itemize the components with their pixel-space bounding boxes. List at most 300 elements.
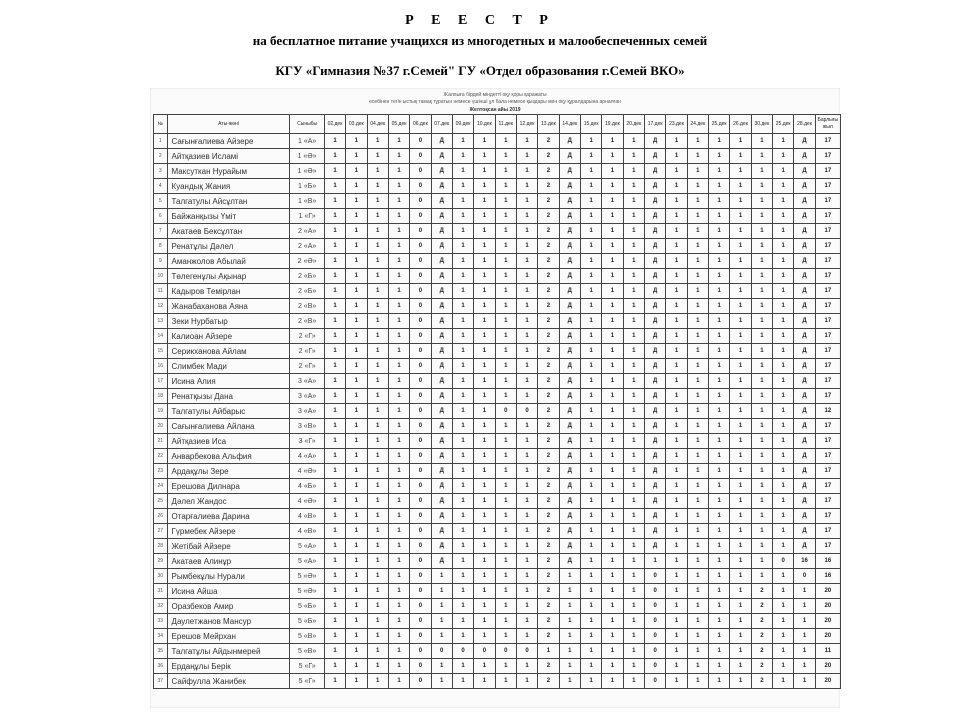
attendance-cell: Д	[431, 464, 452, 479]
student-class: 1 «Г»	[290, 209, 324, 224]
header-date: 28.дек	[794, 115, 815, 134]
attendance-cell: 1	[516, 509, 537, 524]
row-number: 2	[154, 149, 168, 164]
attendance-cell: 1	[751, 149, 772, 164]
attendance-cell: Д	[794, 194, 815, 209]
attendance-cell: 1	[623, 494, 644, 509]
attendance-cell: 1	[602, 659, 623, 674]
attendance-cell: 1	[324, 644, 345, 659]
student-class: 5 «А»	[290, 554, 324, 569]
attendance-cell: Д	[794, 494, 815, 509]
row-total: 17	[815, 374, 840, 389]
attendance-cell: 2	[538, 134, 559, 149]
attendance-cell: 1	[773, 614, 794, 629]
attendance-cell: 0	[644, 644, 665, 659]
student-name: Серикханова Айлам	[167, 344, 290, 359]
attendance-cell: 1	[602, 239, 623, 254]
attendance-cell: 1	[452, 449, 473, 464]
row-total: 17	[815, 509, 840, 524]
attendance-cell: 1	[687, 584, 708, 599]
attendance-cell: 1	[709, 344, 730, 359]
attendance-cell: 1	[367, 509, 388, 524]
attendance-cell: 1	[687, 629, 708, 644]
attendance-cell: 1	[580, 344, 601, 359]
attendance-cell: 1	[666, 209, 687, 224]
attendance-cell: 0	[410, 314, 431, 329]
attendance-cell: Д	[431, 224, 452, 239]
attendance-cell: 1	[431, 629, 452, 644]
attendance-cell: 1	[666, 434, 687, 449]
attendance-cell: 1	[516, 629, 537, 644]
attendance-cell: 2	[538, 584, 559, 599]
attendance-cell: 1	[346, 299, 367, 314]
attendance-cell: Д	[644, 449, 665, 464]
attendance-cell: 1	[666, 149, 687, 164]
attendance-cell: Д	[431, 449, 452, 464]
attendance-cell: 1	[751, 224, 772, 239]
attendance-cell: 2	[538, 599, 559, 614]
attendance-cell: 1	[730, 614, 751, 629]
attendance-cell: 1	[751, 509, 772, 524]
attendance-cell: Д	[559, 509, 580, 524]
attendance-cell: Д	[559, 224, 580, 239]
attendance-cell: 0	[495, 404, 516, 419]
attendance-cell: 1	[751, 284, 772, 299]
attendance-cell: 1	[388, 554, 409, 569]
attendance-cell: 0	[644, 599, 665, 614]
attendance-cell: 1	[474, 479, 495, 494]
attendance-cell: 1	[388, 524, 409, 539]
attendance-cell: 1	[495, 524, 516, 539]
attendance-cell: 0	[410, 254, 431, 269]
student-name: Ерешова Дилнара	[167, 479, 290, 494]
attendance-cell: 1	[474, 299, 495, 314]
attendance-cell: 0	[410, 404, 431, 419]
attendance-cell: 1	[559, 614, 580, 629]
attendance-cell: Д	[559, 479, 580, 494]
attendance-cell: 1	[773, 194, 794, 209]
attendance-cell: 1	[730, 299, 751, 314]
attendance-cell: 1	[709, 194, 730, 209]
attendance-cell: 0	[410, 524, 431, 539]
attendance-cell: 1	[516, 149, 537, 164]
attendance-cell: 1	[474, 224, 495, 239]
attendance-cell: 1	[730, 254, 751, 269]
attendance-cell: 1	[324, 344, 345, 359]
row-number: 14	[154, 329, 168, 344]
attendance-cell: 1	[602, 359, 623, 374]
attendance-cell: 1	[388, 299, 409, 314]
attendance-cell: Д	[559, 194, 580, 209]
attendance-cell: 1	[324, 434, 345, 449]
row-total: 16	[815, 554, 840, 569]
table-row	[154, 449, 841, 464]
student-class: 1 «Ә»	[290, 164, 324, 179]
row-number: 10	[154, 269, 168, 284]
student-class: 4 «Б»	[290, 479, 324, 494]
attendance-cell: Д	[794, 314, 815, 329]
attendance-cell: 1	[346, 314, 367, 329]
attendance-cell: 1	[602, 179, 623, 194]
attendance-cell: 0	[410, 209, 431, 224]
attendance-cell: 2	[751, 584, 772, 599]
attendance-cell: 1	[452, 659, 473, 674]
attendance-cell: 1	[474, 629, 495, 644]
row-number: 16	[154, 359, 168, 374]
attendance-cell: 1	[388, 164, 409, 179]
attendance-cell: 1	[666, 164, 687, 179]
attendance-cell: 1	[431, 674, 452, 689]
table-row	[154, 284, 841, 299]
attendance-cell: 1	[388, 344, 409, 359]
attendance-cell: 1	[452, 359, 473, 374]
attendance-cell: 1	[709, 539, 730, 554]
attendance-cell: 2	[538, 629, 559, 644]
attendance-cell: 1	[516, 614, 537, 629]
attendance-cell: 1	[666, 224, 687, 239]
attendance-cell: 1	[367, 404, 388, 419]
row-total: 17	[815, 539, 840, 554]
attendance-cell: 0	[410, 149, 431, 164]
student-name: Талгатулы Айбарыс	[167, 404, 290, 419]
row-number: 1	[154, 134, 168, 149]
attendance-cell: Д	[644, 284, 665, 299]
row-number: 18	[154, 389, 168, 404]
row-total: 17	[815, 419, 840, 434]
row-total: 17	[815, 284, 840, 299]
attendance-cell: 1	[388, 644, 409, 659]
attendance-cell: 1	[495, 149, 516, 164]
attendance-cell: 1	[452, 479, 473, 494]
attendance-cell: 1	[346, 629, 367, 644]
attendance-cell: 1	[687, 509, 708, 524]
attendance-cell: 1	[751, 434, 772, 449]
attendance-cell: 1	[474, 614, 495, 629]
attendance-cell: 1	[580, 314, 601, 329]
student-name: Кадыров Темірлан	[167, 284, 290, 299]
attendance-cell: 1	[666, 194, 687, 209]
attendance-cell: 1	[474, 149, 495, 164]
attendance-cell: Д	[794, 449, 815, 464]
row-number: 25	[154, 494, 168, 509]
attendance-cell: 1	[751, 449, 772, 464]
attendance-cell: 1	[388, 674, 409, 689]
attendance-cell: 1	[580, 209, 601, 224]
attendance-cell: Д	[431, 299, 452, 314]
student-class: 5 «Ә»	[290, 584, 324, 599]
attendance-cell: 0	[410, 239, 431, 254]
attendance-cell: 1	[367, 629, 388, 644]
student-name: Ренатқызы Дана	[167, 389, 290, 404]
table-row	[154, 224, 841, 239]
attendance-cell: 1	[474, 134, 495, 149]
row-total: 11	[815, 644, 840, 659]
attendance-cell: Д	[431, 179, 452, 194]
attendance-cell: 1	[452, 239, 473, 254]
table-row	[154, 269, 841, 284]
attendance-cell: 1	[324, 359, 345, 374]
student-class: 5 «Б»	[290, 614, 324, 629]
student-name: Акатаев Бексұлтан	[167, 224, 290, 239]
attendance-cell: 1	[666, 284, 687, 299]
attendance-cell: 1	[773, 284, 794, 299]
row-number: 34	[154, 629, 168, 644]
attendance-cell: 1	[495, 284, 516, 299]
attendance-cell: 1	[751, 464, 772, 479]
attendance-cell: 1	[367, 494, 388, 509]
attendance-cell: 0	[410, 284, 431, 299]
attendance-cell: Д	[431, 494, 452, 509]
attendance-cell: 1	[602, 194, 623, 209]
attendance-cell: 1	[388, 599, 409, 614]
attendance-cell: 1	[623, 404, 644, 419]
attendance-cell: 1	[388, 569, 409, 584]
attendance-cell: 1	[346, 419, 367, 434]
attendance-cell: 1	[495, 239, 516, 254]
student-name: Жетібай Айзере	[167, 539, 290, 554]
attendance-cell: 0	[410, 344, 431, 359]
header-date: 17.дек	[644, 115, 665, 134]
attendance-cell: 1	[324, 629, 345, 644]
attendance-cell: 1	[773, 344, 794, 359]
attendance-cell: 1	[452, 134, 473, 149]
attendance-cell: Д	[644, 314, 665, 329]
row-number: 30	[154, 569, 168, 584]
attendance-cell: 1	[516, 389, 537, 404]
attendance-cell: 1	[666, 179, 687, 194]
attendance-cell: 1	[709, 269, 730, 284]
attendance-cell: Д	[559, 359, 580, 374]
attendance-cell: 2	[538, 329, 559, 344]
attendance-cell: 1	[346, 404, 367, 419]
attendance-cell: 1	[495, 599, 516, 614]
attendance-cell: Д	[644, 134, 665, 149]
attendance-cell: 2	[751, 644, 772, 659]
attendance-cell: 1	[367, 359, 388, 374]
attendance-cell: 1	[666, 674, 687, 689]
student-class: 5 «В»	[290, 644, 324, 659]
attendance-cell: Д	[431, 284, 452, 299]
attendance-cell: 1	[773, 524, 794, 539]
header-date: 19.дек	[602, 115, 623, 134]
attendance-cell: 1	[452, 629, 473, 644]
attendance-cell: Д	[559, 239, 580, 254]
attendance-cell: 1	[602, 404, 623, 419]
attendance-cell: 1	[452, 419, 473, 434]
attendance-cell: 1	[580, 329, 601, 344]
row-number: 31	[154, 584, 168, 599]
attendance-cell: 1	[452, 254, 473, 269]
attendance-cell: Д	[794, 464, 815, 479]
attendance-cell: 1	[773, 479, 794, 494]
attendance-cell: 1	[452, 284, 473, 299]
attendance-cell: 1	[623, 674, 644, 689]
attendance-cell: 1	[559, 584, 580, 599]
attendance-cell: 1	[495, 269, 516, 284]
attendance-cell: 1	[730, 389, 751, 404]
attendance-cell: 1	[730, 269, 751, 284]
attendance-cell: 1	[751, 389, 772, 404]
attendance-cell: Д	[794, 209, 815, 224]
attendance-cell: 1	[324, 659, 345, 674]
attendance-cell: 1	[580, 149, 601, 164]
attendance-cell: 1	[623, 464, 644, 479]
attendance-cell: 1	[602, 164, 623, 179]
student-class: 4 «Ә»	[290, 464, 324, 479]
attendance-cell: 1	[495, 344, 516, 359]
attendance-cell: 1	[495, 629, 516, 644]
attendance-cell: 1	[773, 644, 794, 659]
table-row	[154, 404, 841, 419]
attendance-cell: 2	[538, 434, 559, 449]
attendance-cell: 1	[730, 359, 751, 374]
attendance-cell: 1	[346, 344, 367, 359]
student-name: Ерешов Мейрхан	[167, 629, 290, 644]
attendance-cell: 1	[709, 659, 730, 674]
attendance-cell: 0	[410, 434, 431, 449]
row-total: 20	[815, 599, 840, 614]
attendance-cell: 1	[324, 419, 345, 434]
attendance-cell: 1	[602, 614, 623, 629]
table-row	[154, 344, 841, 359]
attendance-cell: 1	[367, 149, 388, 164]
attendance-cell: 1	[388, 149, 409, 164]
row-number: 17	[154, 374, 168, 389]
attendance-cell: 1	[388, 254, 409, 269]
attendance-cell: Д	[559, 329, 580, 344]
student-name: Ердаңұлы Берік	[167, 659, 290, 674]
attendance-cell: 2	[538, 149, 559, 164]
attendance-cell: 1	[730, 524, 751, 539]
attendance-cell: 1	[709, 599, 730, 614]
attendance-cell: 1	[431, 659, 452, 674]
attendance-cell: 1	[474, 209, 495, 224]
attendance-cell: 1	[495, 464, 516, 479]
attendance-cell: Д	[559, 269, 580, 284]
attendance-cell: 1	[474, 164, 495, 179]
attendance-cell: 1	[687, 494, 708, 509]
header-date: 25.дек	[773, 115, 794, 134]
attendance-cell: 1	[474, 434, 495, 449]
attendance-cell: 1	[687, 434, 708, 449]
attendance-cell: 1	[580, 179, 601, 194]
attendance-cell: 1	[666, 419, 687, 434]
attendance-cell: 1	[602, 374, 623, 389]
attendance-cell: 1	[709, 164, 730, 179]
attendance-cell: Д	[644, 299, 665, 314]
attendance-cell: 1	[516, 584, 537, 599]
row-total: 17	[815, 254, 840, 269]
row-number: 26	[154, 509, 168, 524]
attendance-cell: 1	[709, 389, 730, 404]
attendance-cell: Д	[644, 254, 665, 269]
attendance-cell: 1	[388, 449, 409, 464]
attendance-cell: 2	[538, 239, 559, 254]
attendance-cell: 1	[709, 449, 730, 464]
header-date: 26.дек	[730, 115, 751, 134]
attendance-cell: 1	[602, 314, 623, 329]
attendance-cell: 1	[452, 584, 473, 599]
header-date: 11.дек	[495, 115, 516, 134]
row-number: 37	[154, 674, 168, 689]
student-name: Отарғалиева Дарина	[167, 509, 290, 524]
attendance-cell: 1	[495, 569, 516, 584]
attendance-cell: 1	[687, 524, 708, 539]
attendance-cell: 1	[516, 344, 537, 359]
student-class: 3 «А»	[290, 389, 324, 404]
student-class: 3 «В»	[290, 419, 324, 434]
row-number: 22	[154, 449, 168, 464]
attendance-cell: Д	[559, 404, 580, 419]
attendance-cell: 1	[623, 134, 644, 149]
attendance-cell: 1	[495, 209, 516, 224]
attendance-cell: 1	[580, 299, 601, 314]
attendance-cell: 1	[452, 344, 473, 359]
attendance-cell: 1	[773, 209, 794, 224]
row-total: 20	[815, 584, 840, 599]
attendance-cell: 1	[367, 419, 388, 434]
attendance-cell: Д	[794, 434, 815, 449]
attendance-cell: 1	[751, 329, 772, 344]
student-class: 4 «В»	[290, 524, 324, 539]
attendance-cell: 1	[559, 674, 580, 689]
attendance-cell: 1	[495, 539, 516, 554]
attendance-cell: 1	[367, 644, 388, 659]
attendance-cell: 1	[666, 299, 687, 314]
attendance-cell: Д	[644, 434, 665, 449]
attendance-cell: 1	[324, 329, 345, 344]
attendance-cell: 0	[410, 554, 431, 569]
student-class: 2 «Ә»	[290, 254, 324, 269]
attendance-cell: 1	[346, 569, 367, 584]
attendance-cell: 1	[324, 464, 345, 479]
attendance-cell: 1	[452, 464, 473, 479]
attendance-cell: Д	[794, 389, 815, 404]
attendance-cell: Д	[794, 299, 815, 314]
attendance-cell: 1	[709, 509, 730, 524]
attendance-cell: 1	[773, 419, 794, 434]
student-class: 1 «Б»	[290, 179, 324, 194]
student-class: 4 «В»	[290, 509, 324, 524]
attendance-cell: 1	[773, 374, 794, 389]
attendance-cell: 1	[495, 374, 516, 389]
attendance-cell: 1	[452, 224, 473, 239]
attendance-cell: 1	[751, 254, 772, 269]
attendance-cell: 1	[773, 179, 794, 194]
student-class: 2 «Г»	[290, 329, 324, 344]
attendance-cell: Д	[794, 269, 815, 284]
attendance-cell: 1	[580, 284, 601, 299]
attendance-cell: 1	[580, 359, 601, 374]
attendance-cell: 1	[559, 599, 580, 614]
attendance-cell: 1	[623, 509, 644, 524]
attendance-cell: Д	[559, 314, 580, 329]
attendance-cell: 0	[410, 269, 431, 284]
row-total: 17	[815, 449, 840, 464]
attendance-cell: 1	[580, 539, 601, 554]
attendance-cell: 1	[516, 314, 537, 329]
header-date: 13.дек	[538, 115, 559, 134]
attendance-cell: Д	[644, 509, 665, 524]
attendance-cell: 1	[730, 344, 751, 359]
attendance-cell: 1	[602, 599, 623, 614]
attendance-cell: 1	[773, 569, 794, 584]
attendance-cell: 1	[324, 614, 345, 629]
attendance-cell: 1	[388, 539, 409, 554]
attendance-cell: 1	[516, 134, 537, 149]
attendance-cell: 1	[666, 134, 687, 149]
table-row	[154, 644, 841, 659]
